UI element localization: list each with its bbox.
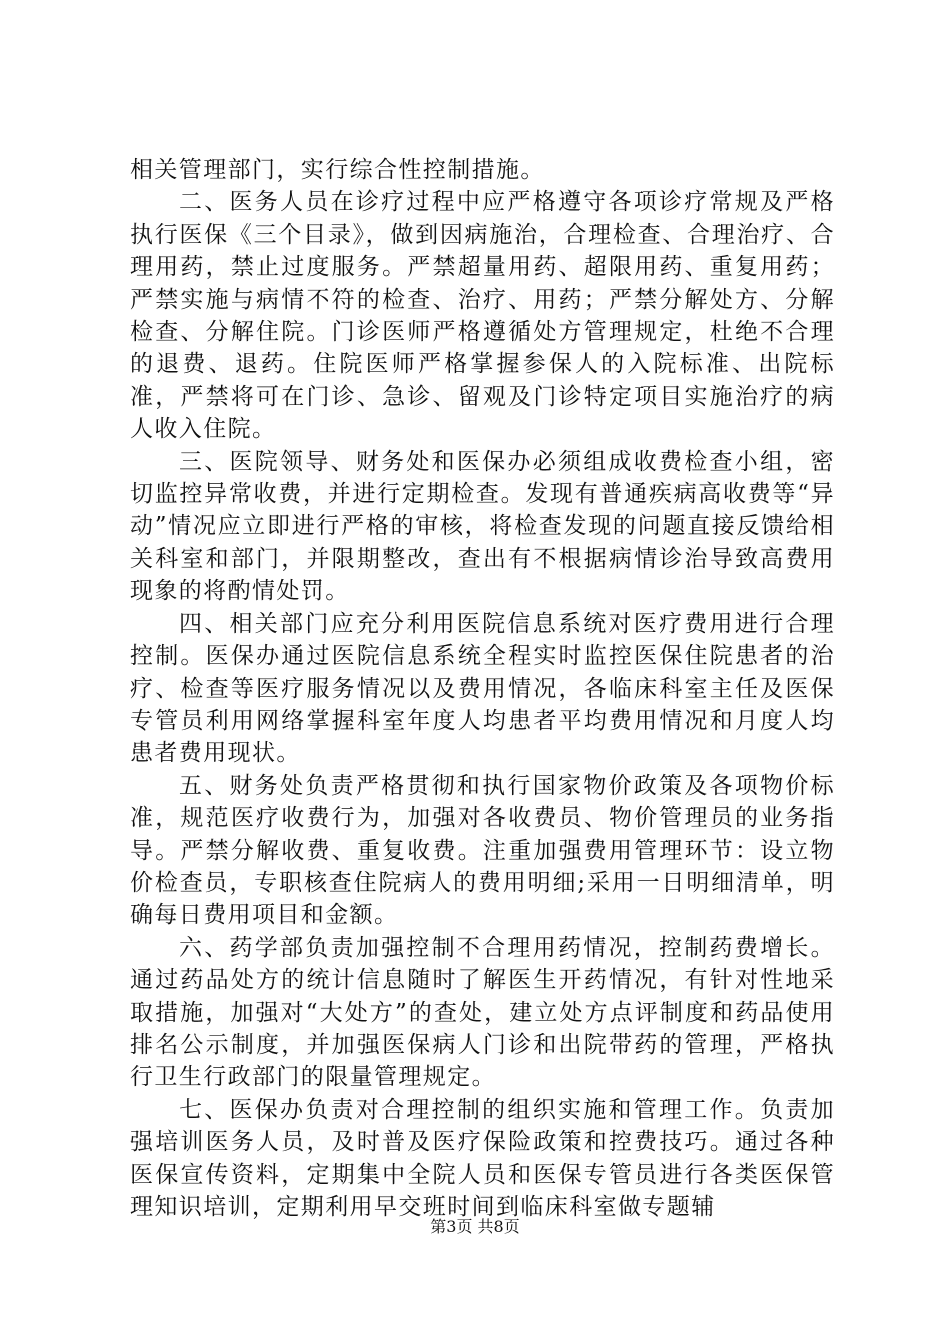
document-body xyxy=(130,154,835,1223)
paragraph-item-3: 三、医院领导、财务处和医保办必须组成收费检查小组，密切监控异常收费，并进行定期检查。发现有普通疾病高收费等“异动”情况应立即进行严格的审核，将检查发现的问题直接反馈给相关科室和部门，并限期整改，查出有不根据病情诊治导致高费用现象的将酌情处罚。 xyxy=(130,448,835,605)
paragraph-item-2: 二、医务人员在诊疗过程中应严格遵守各项诊疗常规及严格执行医保《三个目录》，做到因病施治，合理检查、合理治疗、合理用药，禁止过度服务。严禁超量用药、超限用药、重复用药；严禁实施与病情不符的检查、治疗、用药；严禁分解处方、分解检查、分解住院。门诊医师严格遵循处方管理规定，杜绝不合理的退费、退药。住院医师严格掌握参保人的入院标准、出院标准，严禁将可在门诊、急诊、留观及门诊特定项目实施治疗的病人收入住院。 xyxy=(130,189,835,443)
paragraph-item-4: 四、相关部门应充分利用医院信息系统对医疗费用进行合理控制。医保办通过医院信息系统全程实时监控医保住院患者的治疗、检查等医疗服务情况以及费用情况，各临床科室主任及医保专管员利用网络掌握科室年度人均患者平均费用情况和月度人均患者费用现状。 xyxy=(130,610,835,767)
paragraph-item-6: 六、药学部负责加强控制不合理用药情况，控制药费增长。通过药品处方的统计信息随时了解医生开药情况，有针对性地采取措施，加强对“大处方”的查处，建立处方点评制度和药品使用排名公示制度，并加强医保病人门诊和出院带药的管理，严格执行卫生行政部门的限量管理规定。 xyxy=(130,934,835,1091)
paragraph-item-5: 五、财务处负责严格贯彻和执行国家物价政策及各项物价标准，规范医疗收费行为，加强对各收费员、物价管理员的业务指导。严禁分解收费、重复收费。注重加强费用管理环节：设立物价检查员，专职核查住院病人的费用明细;采用一日明细清单，明确每日费用项目和金额。 xyxy=(130,772,835,929)
paragraph-continuation: 相关管理部门，实行综合性控制措施。 xyxy=(130,157,545,183)
page-footer xyxy=(0,1214,950,1237)
paragraph-item-7: 七、医保办负责对合理控制的组织实施和管理工作。负责加强培训医务人员，及时普及医疗保险政策和控费技巧。通过各种医保宣传资料，定期集中全院人员和医保专管员进行各类医保管理知识培训，定期利用早交班时间到临床科室做专题辅 xyxy=(130,1096,835,1220)
page-number: 第3页 共8页 xyxy=(430,1217,520,1236)
